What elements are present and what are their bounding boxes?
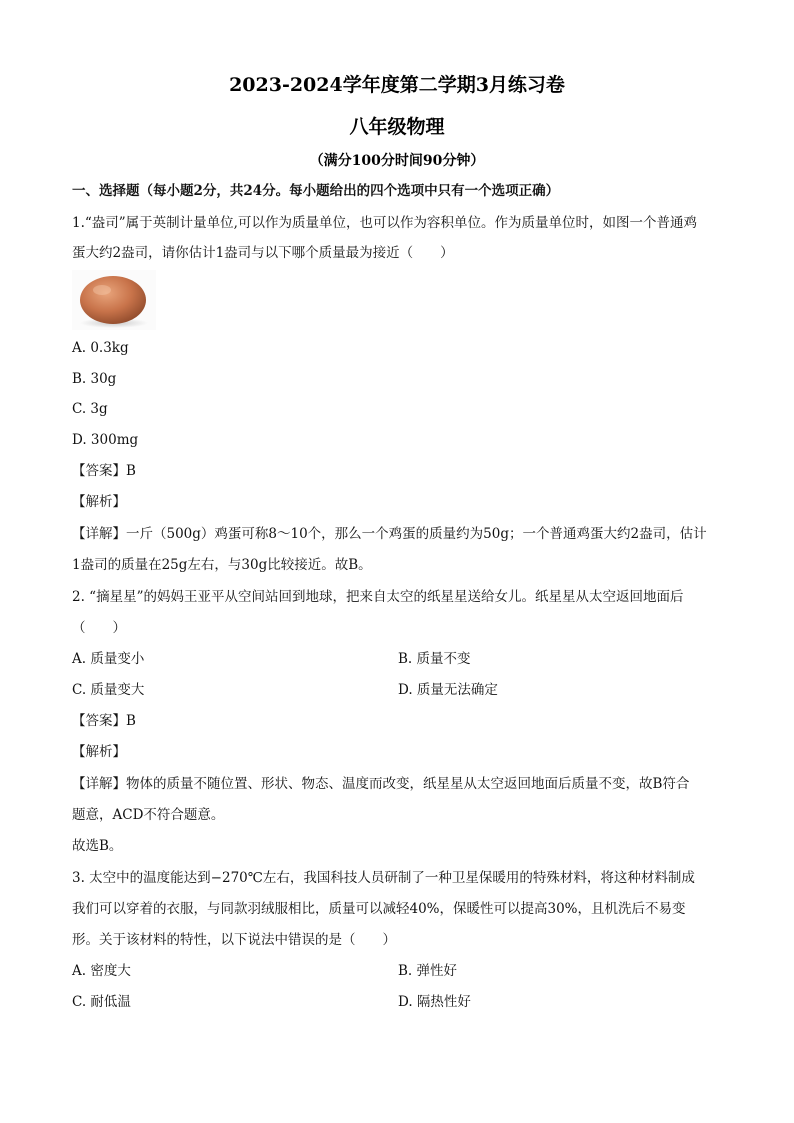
q3-stem-line2: 我们可以穿着的衣服，与同款羽绒服相比，质量可以减轻40%，保暖性可以提高30%，且机洗后不易变 [72, 901, 686, 917]
q2-conclusion: 故选B。 [72, 838, 123, 854]
q1-answer: 【答案】B [72, 463, 136, 479]
q1-analysis: 【解析】 [72, 494, 126, 510]
q2-option-b: B. 质量不变 [398, 651, 471, 667]
egg-photo-icon [72, 270, 156, 330]
q2-detail-line2: 题意，ACD不符合题意。 [72, 807, 225, 823]
q1-stem-line1: 1.“盎司”属于英制计量单位,可以作为质量单位，也可以作为容积单位。作为质量单位时，如图一个普通鸡 [72, 215, 697, 231]
q2-answer: 【答案】B [72, 713, 136, 729]
q2-option-c: C. 质量变大 [72, 682, 145, 698]
q3-stem-line3: 形。关于该材料的特性，以下说法中错误的是（ ） [72, 932, 396, 948]
q2-option-d: D. 质量无法确定 [398, 682, 498, 698]
q1-stem-line2: 蛋大约2盎司，请你估计1盎司与以下哪个质量最为接近（ ） [72, 245, 454, 261]
q1-option-a: A. 0.3kg [72, 340, 129, 356]
q3-stem-line1: 3. 太空中的温度能达到−270℃左右，我国科技人员研制了一种卫星保暖用的特殊材料，将这种材料制成 [72, 870, 695, 886]
q2-stem-line2: （ ） [72, 620, 126, 636]
q2-analysis: 【解析】 [72, 744, 126, 760]
q1-option-c: C. 3g [72, 401, 108, 417]
score-info: （满分100分时间90分钟） [309, 153, 485, 169]
q3-option-b: B. 弹性好 [398, 963, 458, 979]
q2-detail-line1: 【详解】物体的质量不随位置、形状、物态、温度而改变，纸星星从太空返回地面后质量不变，故B符合 [72, 776, 690, 792]
q2-stem-line1: 2. “摘星星”的妈妈王亚平从空间站回到地球，把来自太空的纸星星送给女儿。纸星星从太空返回地面后 [72, 589, 684, 605]
q1-detail-line2: 1盎司的质量在25g左右，与30g比较接近。故B。 [72, 557, 372, 573]
q1-detail-line1: 【详解】一斤（500g）鸡蛋可称8～10个，那么一个鸡蛋的质量约为50g；一个普通鸡蛋大约2盎司，估计 [72, 526, 707, 542]
q3-option-a: A. 密度大 [72, 963, 131, 979]
q3-option-d: D. 隔热性好 [398, 994, 471, 1010]
q3-option-c: C. 耐低温 [72, 994, 131, 1010]
exam-title: 2023-2024学年度第二学期3月练习卷 [229, 74, 565, 96]
q2-option-a: A. 质量变小 [72, 651, 145, 667]
q1-option-d: D. 300mg [72, 432, 139, 448]
subject-title: 八年级物理 [349, 116, 445, 138]
q1-option-b: B. 30g [72, 371, 117, 387]
section-heading: 一、选择题（每小题2分，共24分。每小题给出的四个选项中只有一个选项正确） [72, 183, 560, 199]
